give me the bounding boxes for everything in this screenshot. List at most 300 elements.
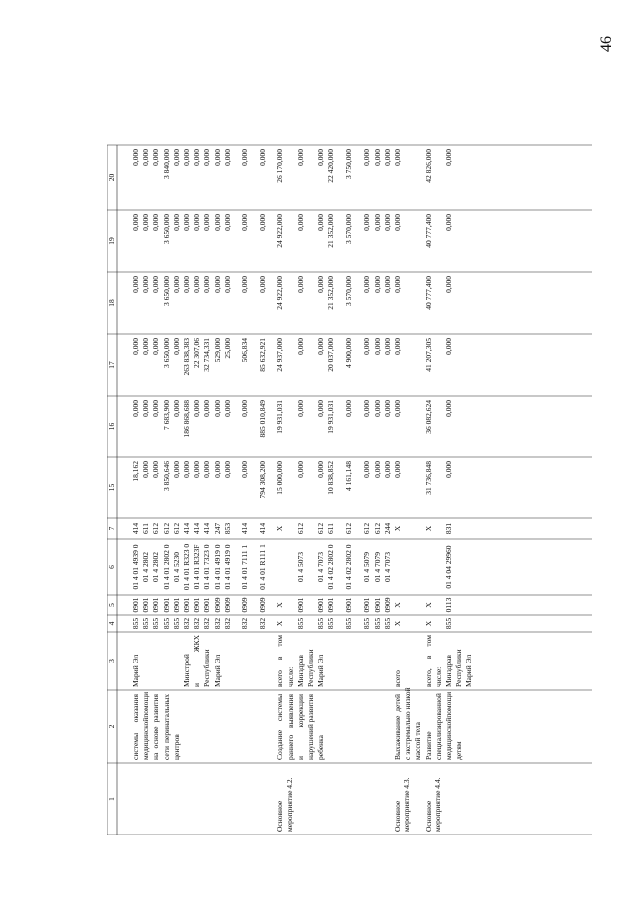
grbs-code: 855 [295, 617, 305, 630]
executor-word: Минстрой [182, 654, 191, 687]
amount-17: 0,000 [316, 338, 326, 355]
amount-15: 0,000 [382, 461, 392, 478]
expense-type-code: X [275, 525, 285, 532]
amount-18: 0,000 [257, 276, 267, 293]
amount-17: 22 307,06 [192, 338, 202, 368]
amount-18: 0,000 [202, 276, 212, 293]
measure-name [443, 691, 453, 760]
column-header: 1 [107, 797, 116, 801]
amount-16: 36 082,624 [423, 400, 433, 434]
amount-15: 10 838,852 [326, 461, 336, 495]
target-article-code: 01 4 01 R111 1 [257, 544, 267, 590]
measure-name-word: медицинской [443, 717, 453, 760]
expense-type-code: 612 [171, 522, 181, 535]
section-code: 0901 [161, 597, 171, 613]
executor [306, 635, 315, 687]
amount-15: 0,000 [202, 461, 212, 478]
amount-17: 85 632,921 [257, 338, 267, 372]
amount-18: 0,000 [151, 276, 161, 293]
section-code: 0901 [202, 597, 212, 613]
executor [131, 635, 140, 687]
measure-name [424, 694, 433, 760]
amount-16: 7 683,900 [161, 400, 171, 430]
expense-type-code: 414 [257, 522, 267, 535]
executor-word: Республики [305, 649, 315, 687]
section-code: 0901 [362, 597, 372, 613]
expense-type-code: 414 [131, 522, 140, 535]
amount-18: 0,000 [222, 276, 232, 293]
page-number: 46 [598, 36, 615, 52]
section-code: X [392, 602, 402, 608]
measure-name [286, 694, 295, 760]
executor-word: Марий Эл [464, 654, 474, 687]
amount-19: 24 922,000 [275, 214, 285, 248]
amount-16: 0,000 [443, 400, 453, 417]
amount-16: 0,000 [316, 400, 326, 417]
amount-18: 0,000 [212, 276, 222, 293]
grbs-code: 832 [202, 617, 212, 630]
amount-17: 0,000 [392, 338, 402, 355]
expense-type-code: 244 [382, 522, 392, 535]
measure-name [403, 687, 413, 760]
executor-word: Минздрав [443, 655, 453, 687]
grbs-code: X [392, 620, 402, 627]
amount-16: 0,000 [295, 400, 305, 417]
section-code: 0909 [382, 597, 392, 613]
amount-20: 0,000 [182, 149, 191, 166]
grbs-code: 832 [192, 617, 202, 630]
amount-17: 20 037,000 [326, 338, 336, 372]
executor-word: всего [275, 670, 285, 687]
amount-20: 0,000 [443, 149, 453, 166]
amount-19: 0,000 [202, 214, 212, 231]
column-header: 18 [107, 299, 116, 307]
amount-16: 0,000 [192, 400, 202, 417]
column-header: 15 [107, 483, 116, 492]
executor-word: числе: [285, 666, 295, 687]
grbs-code: 855 [382, 617, 392, 630]
amount-19: 3 570,000 [344, 214, 354, 244]
amount-15: 0,000 [212, 461, 222, 478]
expense-type-code: 247 [212, 522, 222, 535]
executor-word: в [423, 655, 433, 660]
target-article-code: 01 4 01 R323F [192, 544, 202, 590]
measure-name [141, 691, 151, 760]
amount-20: 0,000 [192, 149, 202, 166]
amount-16: 885 010,849 [257, 400, 267, 438]
amount-15: 0,000 [222, 461, 232, 478]
grbs-code: 855 [171, 617, 181, 630]
measure-name-word: сети [161, 745, 171, 760]
amount-18: 3 570,000 [344, 276, 354, 306]
amount-18: 0,000 [372, 276, 382, 293]
grbs-code: 855 [316, 617, 326, 630]
target-article-code: 01 4 01 4919 0 [212, 544, 222, 590]
executor [202, 635, 211, 687]
executor-word: ЖКХ [192, 635, 202, 653]
amount-18: 0,000 [362, 276, 372, 293]
measure-name-word: Развитие [423, 731, 433, 760]
section-code: 0901 [141, 597, 151, 613]
amount-17: 0,000 [295, 338, 305, 355]
amount-20: 0,000 [240, 149, 250, 166]
column-header: 16 [107, 422, 116, 431]
executor [213, 635, 222, 687]
target-article-code: 01 4 04 29960 [443, 545, 453, 589]
amount-19: 0,000 [171, 214, 181, 231]
column-header: 2 [107, 724, 116, 729]
amount-16: 0,000 [382, 400, 392, 417]
target-article-code: 01 4 01 4939 0 [131, 544, 140, 590]
grbs-code: 855 [443, 617, 453, 630]
amount-18: 3 650,000 [161, 276, 171, 306]
amount-16: 0,000 [392, 400, 402, 417]
amount-20: 0,000 [151, 149, 161, 166]
measure-name [131, 694, 140, 760]
amount-18: 0,000 [192, 276, 202, 293]
amount-18: 24 922,000 [275, 276, 285, 310]
amount-18: 0,000 [171, 276, 181, 293]
amount-17: 0,000 [151, 338, 161, 355]
measure-name-word: центров [171, 734, 181, 760]
measure-name-word: системы [131, 732, 140, 760]
expense-type-code: X [423, 525, 433, 532]
amount-15: 0,000 [182, 461, 191, 478]
expense-type-code: 414 [182, 522, 191, 535]
section-code: 0113 [443, 597, 453, 613]
amount-17: 0,000 [171, 338, 181, 355]
amount-17: 0,000 [362, 338, 372, 355]
amount-17: 506,834 [240, 338, 250, 363]
measure-name-word: основе [151, 726, 161, 749]
measure-name-word: специализированной [433, 693, 443, 760]
amount-19: 0,000 [443, 214, 453, 231]
expense-type-code: 612 [344, 522, 354, 535]
measure-name-word: оказания [131, 694, 140, 723]
amount-15: 15 000,000 [275, 461, 285, 495]
amount-20: 0,000 [222, 149, 232, 166]
section-code: 0909 [240, 597, 250, 613]
measure-name-word: системы [275, 694, 285, 722]
measure-name [434, 694, 443, 760]
target-article-code: 01 4 2802 [141, 552, 151, 582]
amount-20: 0,000 [202, 149, 212, 166]
amount-15: 0,000 [316, 461, 326, 478]
executor [182, 635, 191, 687]
amount-15: 3 850,646 [161, 461, 171, 491]
measure-name [393, 694, 402, 760]
amount-15: 0,000 [443, 461, 453, 478]
measure-label: Основное [392, 800, 402, 832]
amount-17: 529,000 [212, 338, 222, 363]
section-code: 0909 [257, 597, 267, 613]
executor-word: Республики [202, 649, 212, 687]
executor [464, 635, 473, 687]
measure-name-word: перинатальных [161, 694, 171, 743]
amount-16: 0,000 [212, 400, 222, 417]
section-code: X [423, 602, 433, 608]
target-article-code: 01 4 01 2802 0 [161, 544, 171, 590]
measure-name-word: и [295, 755, 305, 760]
measure-name-word: коррекции [295, 694, 305, 728]
amount-16: 0,000 [171, 400, 181, 417]
amount-18: 0,000 [131, 276, 140, 293]
target-article-code: 01 4 02 2802 0 [326, 544, 336, 590]
grbs-code: 855 [372, 617, 382, 630]
amount-17: 41 207,305 [423, 338, 433, 372]
measure-name-word: Выхаживание [392, 715, 402, 760]
column-header: 20 [107, 173, 116, 182]
grbs-code: 832 [212, 617, 222, 630]
measure-name [172, 694, 181, 760]
column-header: 17 [107, 361, 116, 369]
amount-20: 0,000 [372, 149, 382, 166]
section-code: 0901 [316, 597, 326, 613]
expense-type-code: 612 [151, 522, 161, 535]
amount-19: 0,000 [372, 214, 382, 231]
target-article-code: 01 4 7079 [372, 552, 382, 582]
section-code: 0901 [326, 597, 336, 613]
executor [444, 635, 453, 687]
section-code: 0909 [212, 597, 222, 613]
measure-name [162, 694, 171, 760]
measure-name [316, 694, 325, 760]
section-code: 0901 [182, 597, 191, 613]
amount-16: 0,000 [240, 400, 250, 417]
target-article-code: 01 4 5073 [295, 552, 305, 582]
expense-type-code: 414 [240, 522, 250, 535]
section-code: 0901 [295, 597, 305, 613]
expense-type-code: 831 [443, 522, 453, 535]
column-header: 19 [107, 237, 116, 245]
amount-18: 21 352,000 [326, 276, 336, 310]
target-article-code: 01 4 01 R323 0 [182, 543, 191, 591]
amount-20: 0,000 [171, 149, 181, 166]
executor [286, 635, 295, 687]
amount-19: 0,000 [131, 214, 140, 231]
grbs-code: 832 [257, 617, 267, 630]
amount-16: 19 931,031 [275, 400, 285, 434]
executor [316, 635, 325, 687]
amount-17: 0,000 [382, 338, 392, 355]
measure-name-word: детей [392, 694, 402, 712]
amount-15: 0,000 [192, 461, 202, 478]
expense-type-code: 853 [222, 522, 232, 535]
amount-20: 0,000 [212, 149, 222, 166]
target-article-code: 01 4 7073 [382, 552, 392, 582]
amount-20: 0,000 [131, 149, 140, 166]
executor [424, 635, 433, 687]
amount-15: 0,000 [171, 461, 181, 478]
amount-15: 18,162 [131, 461, 140, 482]
expense-type-code: 612 [295, 522, 305, 535]
amount-20: 0,000 [257, 149, 267, 166]
amount-20: 0,000 [295, 149, 305, 166]
amount-15: 0,000 [392, 461, 402, 478]
amount-18: 0,000 [182, 276, 191, 293]
amount-15: 0,000 [295, 461, 305, 478]
amount-19: 0,000 [382, 214, 392, 231]
executor [296, 635, 305, 687]
target-article-code: 01 4 01 7323 0 [202, 544, 212, 590]
target-article-code: 01 4 7073 [316, 552, 326, 582]
expense-type-code: 612 [161, 522, 171, 535]
amount-16: 0,000 [372, 400, 382, 417]
executor-word: Минздрав [295, 655, 305, 687]
amount-16: 19 931,031 [326, 400, 336, 434]
target-article-code: 01 4 02 2802 0 [344, 544, 354, 590]
grbs-code: 855 [326, 617, 336, 630]
amount-18: 40 777,400 [423, 276, 433, 310]
amount-19: 0,000 [295, 214, 305, 231]
amount-19: 0,000 [362, 214, 372, 231]
section-code: 0901 [372, 597, 382, 613]
expense-type-code: 612 [362, 522, 372, 535]
amount-17: 25,000 [222, 338, 232, 359]
grbs-code: 855 [131, 617, 140, 630]
amount-16: 0,000 [362, 400, 372, 417]
measure-name-word: детям [454, 741, 464, 760]
executor-word: всего [392, 670, 402, 687]
amount-15: 0,000 [151, 461, 161, 478]
expense-type-code: X [392, 525, 402, 532]
column-header: 7 [107, 526, 116, 531]
amount-15: 0,000 [141, 461, 151, 478]
target-article-code: 01 4 2802 [151, 552, 161, 582]
amount-15: 0,000 [372, 461, 382, 478]
measure-name-word: развития [305, 694, 315, 723]
column-header: 4 [107, 621, 116, 626]
grbs-code: 832 [240, 617, 250, 630]
measure-name-word: с экстремально низкой [403, 687, 413, 760]
measure-name-word: помощи [141, 691, 151, 718]
budget-table [107, 60, 592, 835]
executor-word: Марий Эл [131, 654, 140, 687]
executor-word: и [192, 682, 202, 687]
expense-type-code: 612 [316, 522, 326, 535]
amount-20: 0,000 [392, 149, 402, 166]
amount-17: 0,000 [372, 338, 382, 355]
amount-17: 3 650,000 [161, 338, 171, 368]
measure-name [454, 694, 463, 760]
executor [434, 635, 443, 687]
column-header: 5 [107, 603, 116, 607]
target-article-code: 01 4 01 4919 0 [222, 544, 232, 590]
measure-name [151, 694, 160, 760]
amount-19: 21 352,000 [326, 214, 336, 248]
measure-name-word: Создание [275, 729, 285, 760]
amount-16: 0,000 [131, 400, 140, 417]
amount-19: 3 650,000 [161, 214, 171, 244]
section-code: 0901 [131, 597, 140, 613]
amount-19: 0,000 [316, 214, 326, 231]
grbs-code: 855 [161, 617, 171, 630]
amount-17: 0,000 [131, 338, 140, 355]
amount-20: 0,000 [141, 149, 151, 166]
target-article-code: 01 4 5079 [362, 552, 372, 582]
measure-label: Основное [423, 800, 433, 832]
amount-16: 0,000 [141, 400, 151, 417]
amount-15: 31 736,848 [423, 461, 433, 495]
amount-15: 0,000 [240, 461, 250, 478]
amount-18: 0,000 [240, 276, 250, 293]
amount-19: 0,000 [182, 214, 191, 231]
amount-19: 40 777,400 [423, 214, 433, 248]
amount-17: 32 734,331 [202, 338, 212, 372]
amount-19: 0,000 [240, 214, 250, 231]
amount-17: 0,000 [141, 338, 151, 355]
measure-name [296, 694, 305, 760]
amount-19: 0,000 [392, 214, 402, 231]
column-header: 6 [107, 565, 116, 569]
amount-16: 0,000 [222, 400, 232, 417]
measure-name-word: ребенка [316, 735, 326, 760]
amount-17: 263 838,383 [182, 338, 191, 376]
amount-18: 0,000 [295, 276, 305, 293]
section-code: 0901 [171, 597, 181, 613]
executor-word: числе: [433, 666, 443, 687]
measure-name-word: выявления [285, 694, 295, 729]
amount-18: 0,000 [443, 276, 453, 293]
executor [275, 635, 284, 687]
amount-20: 42 826,000 [423, 149, 433, 183]
section-code: 0901 [151, 597, 161, 613]
amount-19: 0,000 [151, 214, 161, 231]
measure-label: мероприятие 4.3. [402, 777, 412, 832]
target-article-code: 01 4 5230 [171, 552, 181, 582]
amount-15: 4 161,148 [344, 461, 354, 491]
amount-19: 0,000 [192, 214, 202, 231]
executor-word: Марий Эл [212, 654, 222, 687]
amount-17: 24 937,000 [275, 338, 285, 372]
amount-20: 3 840,000 [161, 149, 171, 179]
amount-19: 0,000 [212, 214, 222, 231]
executor-word: всего, [423, 668, 433, 687]
measure-name [275, 694, 284, 760]
measure-name [306, 694, 315, 760]
grbs-code: 832 [222, 617, 232, 630]
amount-17: 4 900,000 [344, 338, 354, 368]
measure-name [413, 694, 422, 760]
measure-label: мероприятие 4.2. [284, 777, 294, 832]
measure-name-word: помощи [443, 691, 453, 718]
measure-label: мероприятие 4.4. [432, 777, 442, 832]
amount-20: 0,000 [382, 149, 392, 166]
executor [393, 635, 402, 687]
measure-label: Основное [275, 800, 285, 832]
grbs-code: X [275, 620, 285, 627]
measure-name-word: медицинской [141, 717, 151, 760]
grbs-code: 855 [362, 617, 372, 630]
amount-20: 26 170,000 [275, 149, 285, 183]
expense-type-code: 611 [326, 523, 336, 534]
executor-word: том [423, 635, 433, 647]
amount-16: 0,000 [151, 400, 161, 417]
executor-word: Республики [454, 649, 464, 687]
amount-20: 0,000 [316, 149, 326, 166]
section-code: X [275, 602, 285, 608]
amount-18: 0,000 [316, 276, 326, 293]
amount-16: 186 868,688 [182, 400, 191, 438]
amount-16: 0,000 [202, 400, 212, 417]
expense-type-code: 414 [192, 522, 202, 535]
amount-18: 0,000 [392, 276, 402, 293]
amount-20: 3 750,000 [344, 149, 354, 179]
executor-word: в [275, 656, 285, 661]
amount-19: 0,000 [141, 214, 151, 231]
grbs-code: 832 [182, 617, 191, 630]
expense-type-code: 611 [141, 523, 151, 534]
